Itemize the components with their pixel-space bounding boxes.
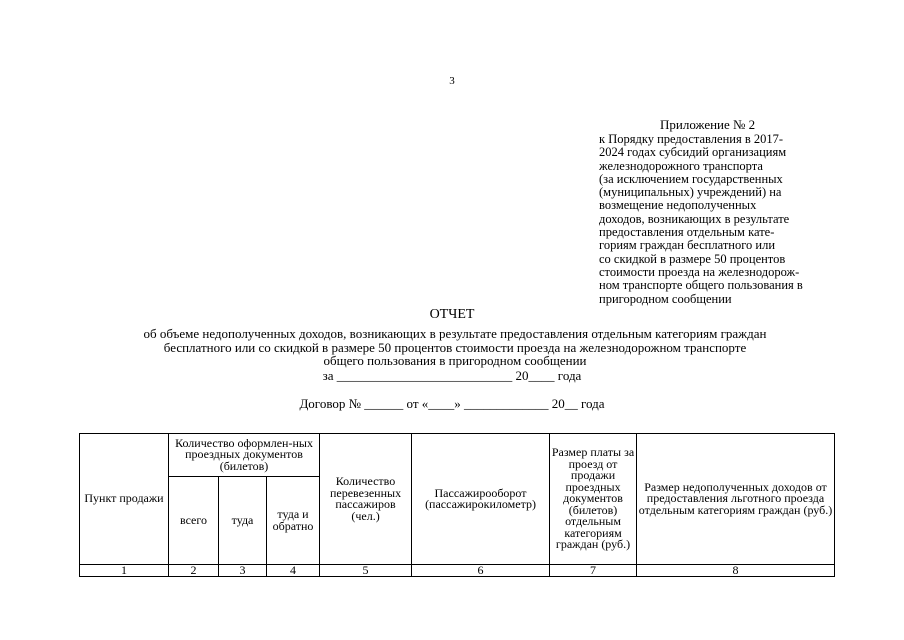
appendix-title: Приложение № 2 (660, 117, 756, 132)
header-cell-turnover: Пассажирооборот (пассажирокилометр) (412, 434, 550, 565)
header-cell-fee: Размер платы за проезд от продажи проездных документов (билетов) отдельным категориям граждан (руб.) (550, 434, 637, 565)
column-number-row (80, 565, 835, 577)
column-number: 1 (80, 565, 169, 577)
header-cell-docs-group: Количество оформлен-ных проездных документов (билетов) (169, 434, 320, 477)
column-number: 5 (320, 565, 412, 577)
header-cell-roundtrip: туда и обратно (267, 477, 320, 565)
header-cell-there: туда (219, 477, 267, 565)
header-row-1 (80, 434, 835, 477)
header-cell-passengers: Количество перевезенных пассажиров (чел.) (320, 434, 412, 565)
page-number: 3 (449, 75, 455, 87)
column-number: 7 (550, 565, 637, 577)
header-cell-point: Пункт продажи (80, 434, 169, 565)
column-number: 6 (412, 565, 550, 577)
header-cell-total: всего (169, 477, 219, 565)
column-number: 3 (219, 565, 267, 577)
report-title: ОТЧЕТ (429, 307, 475, 322)
report-table (79, 433, 835, 577)
report-description: об объеме недополученных доходов, возникающих в результате предоставления отдельным категориям граждан бесплатного или со скидкой в размере 50 процентов стоимости проезда на железнодорожном транспорте общего пользования в пригородном сообщении (143, 326, 767, 368)
column-number: 4 (267, 565, 320, 577)
contract-line: Договор № ______ от «____» _____________ 20__ года (299, 396, 605, 411)
period-line: за ___________________________ 20____ года (322, 368, 582, 383)
column-number: 8 (637, 565, 835, 577)
column-number: 2 (169, 565, 219, 577)
appendix-body: к Порядку предоставления в 2017- 2024 годах субсидий организациям железнодорожного транспорта (за исключением государственных (муниципальных) учреждений) на возмещение недополученных доходов, возникающих в результате предоставления отдельным кате- гориям граждан бесплатного или со скидкой в размере 50 процентов стоимости проезда на железнодорож- ном транспорте общего пользования в пригородном сообщении (599, 132, 803, 306)
header-cell-lost-income: Размер недополученных доходов от предоставления льготного проезда отдельным категориям граждан (руб.) (637, 434, 835, 565)
